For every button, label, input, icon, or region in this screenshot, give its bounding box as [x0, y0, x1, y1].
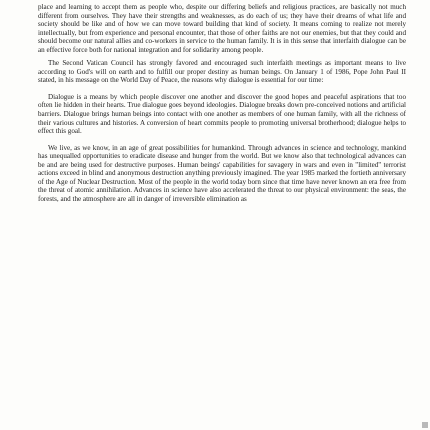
block-quote: Dialogue is a means by which people discover one another and discover the good hopes and peaceful aspirations that too often lie hidden in their hearts. True dialogue goes beyond ideologies. Dialogue breaks down pre-conceived notions and artificial barriers. Dialogue brings human beings into contact with one another as members of one human family, with all the richness of their various cultures and histories. A conversion of heart commits people to promoting universal brotherhood; dialogue helps to effect this goal. — [38, 92, 406, 136]
paragraph-2: The Second Vatican Council has strongly favored and encouraged such interfaith meetings as important means to live according to God's will on earth and to fulfill our proper destiny as human beings. On January 1 of 1986, Pope John Paul II stated, in his message on the World Day of Peace, the reasons why dialogue is essential for our time: — [38, 59, 406, 85]
paragraph-1: place and learning to accept them as people who, despite our differing beliefs and religious practices, are basically not much different from ourselves. They have their strengths and weaknesses, as do each of us; they have their dreams of what life and society should be like and of how we can move toward building that kind of society. It means coming to realize not merely intellectually, but from experience and personal encounter, that those of other faiths are not our enemies, but that they could and should become our natural allies and co-workers in service to the human family. It is in this sense that interfaith dialogue can be an effective force both for national integration and for solidarity among people. — [38, 3, 406, 54]
page-corner-mark — [422, 422, 428, 428]
text-column — [38, 3, 406, 203]
paragraph-gap — [38, 136, 406, 144]
paragraph-4: We live, as we know, in an age of great possibilities for humankind. Through advances in science and technology, mankind has unequalled opportunities to eradicate disease and hunger from the world. But we know also that technological advances can be and are being used for destructive purposes. Human beings' capabilities for savagery in wars and even in "limited" terrorist actions exceed in blind and anonymous destruction anything previously imagined. The year 1985 marked the fortieth anniversary of the Age of Nuclear Destruction. Most of the people in the world today born since that time have never known an era free from the threat of atomic annihilation. Advances in science have also accelerated the threat to our physical environment: the seas, the forests, and the atmosphere are all in danger of irreversible elimination as — [38, 143, 406, 203]
paragraph-gap — [38, 85, 406, 93]
